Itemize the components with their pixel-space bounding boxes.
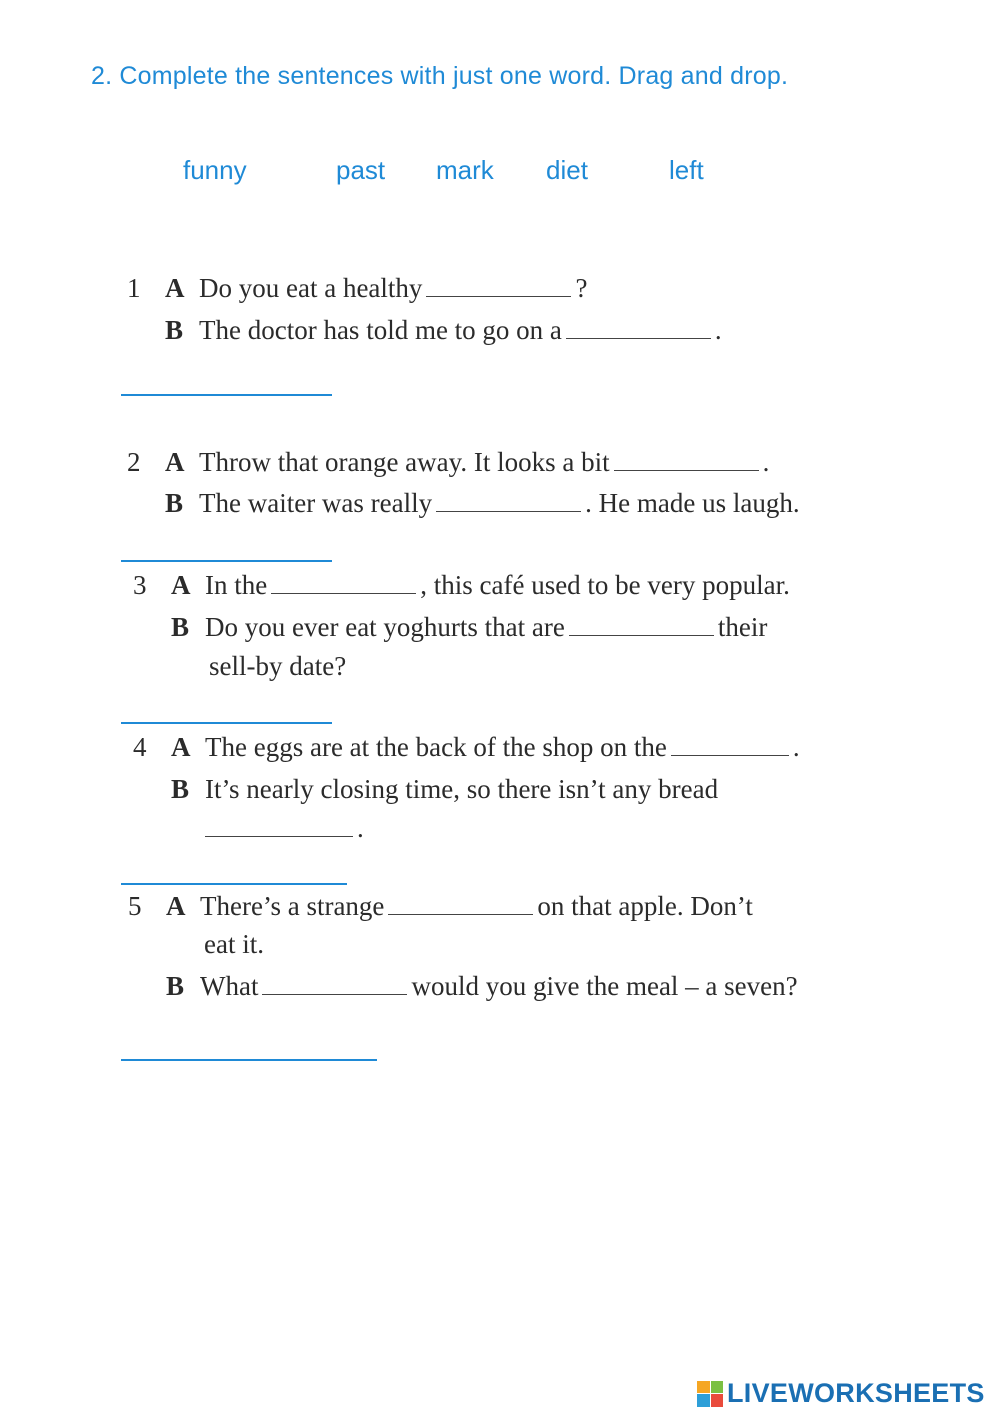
question-number: 1 [127,273,141,303]
answer-input-3[interactable] [121,692,332,724]
question-3-line-b [171,611,767,643]
question-5-line-b [166,970,798,1002]
sentence-text: The waiter was really [199,488,433,518]
sentence-gap [436,487,581,512]
sentence-text: Do you ever eat yoghurts that are [205,612,565,642]
sentence-gap [426,272,571,297]
sentence-text: The eggs are at the back of the shop on the [205,732,667,762]
question-5-line-a-cont [204,928,264,960]
word-bank-item[interactable]: funny [183,155,247,185]
word-bank-item[interactable]: diet [546,155,588,185]
sentence-gap [271,569,416,594]
sentence-text: Throw that orange away. It looks a bit [199,447,610,477]
sentence-gap [205,812,353,837]
sentence-text: In the [205,570,268,600]
sentence-gap [671,731,789,756]
question-number: 2 [127,447,141,477]
sentence-letter: A [165,273,185,303]
instruction-heading: 2. Complete the sentences with just one word. Drag and drop. [91,62,789,90]
sentence-letter: B [166,971,185,1001]
brand-name: LIVEWORKSHEETS [727,1378,985,1408]
sentence-text: . [792,732,800,762]
question-number: 5 [128,891,142,921]
liveworksheets-footer [697,1378,985,1409]
sentence-letter: B [171,612,190,642]
sentence-gap [262,970,407,995]
word-bank-item[interactable]: mark [436,155,494,185]
sentence-letter: A [166,891,186,921]
sentence-text: It’s nearly closing time, so there isn’t any bread [205,774,719,804]
question-1-line-a [127,272,587,304]
sentence-text: their [717,612,768,642]
sentence-letter: B [171,774,190,804]
sentence-text: What [200,971,259,1001]
sentence-text: Do you eat a healthy [199,273,423,303]
sentence-letter: A [171,732,191,762]
sentence-text: , this café used to be very popular. [420,570,790,600]
liveworksheets-logo-icon [697,1381,723,1407]
sentence-gap [569,611,714,636]
question-4-line-b-cont [205,812,364,844]
sentence-text: would you give the meal – a seven? [411,971,798,1001]
sentence-text: eat it. [204,929,264,959]
sentence-letter: B [165,488,184,518]
question-3-line-a [133,569,790,601]
sentence-gap [614,446,759,471]
sentence-text: sell-by date? [209,651,347,681]
answer-input-4[interactable] [121,853,347,885]
sentence-text: ? [575,273,588,303]
sentence-text: The doctor has told me to go on a [199,315,562,345]
sentence-text: . He made us laugh. [585,488,800,518]
question-3-line-b-cont [209,650,346,682]
word-bank-item[interactable]: left [669,155,704,185]
question-number: 3 [133,570,147,600]
sentence-letter: A [171,570,191,600]
question-4-line-b [171,773,718,805]
sentence-text: . [714,315,722,345]
question-number: 4 [133,732,147,762]
sentence-text: on that apple. Don’t [537,891,753,921]
question-1-line-b [165,314,722,346]
question-2-line-a [127,446,769,478]
question-5-line-a [128,890,753,922]
sentence-gap [388,890,533,915]
question-2-line-b [165,487,800,519]
word-bank-item[interactable]: past [336,155,386,185]
sentence-text: There’s a strange [200,891,385,921]
answer-input-2[interactable] [121,530,332,562]
answer-input-5[interactable] [121,1029,377,1061]
sentence-letter: A [165,447,185,477]
sentence-letter: B [165,315,184,345]
question-4-line-a [133,731,800,763]
sentence-gap [566,314,711,339]
sentence-text: . [357,813,364,843]
answer-input-1[interactable] [121,364,332,396]
sentence-text: . [762,447,770,477]
